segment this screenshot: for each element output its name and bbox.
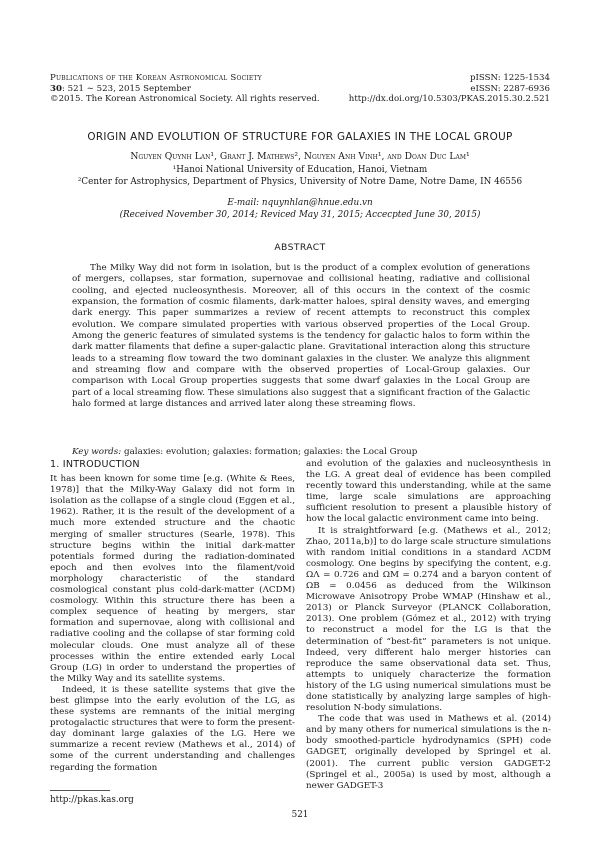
- pissn: pISSN: 1225-1534: [469, 73, 550, 83]
- issn-header: [349, 73, 550, 105]
- footer-url[interactable]: http://pkas.kas.org: [50, 795, 134, 805]
- paragraph: Indeed, it is these satellite systems that give the best glimpse into the early evolution of the LG, as these systems are remnants of the initial merging protogalactic structures that were to form the present-day dominant large galaxies of the LG. Here we summarize a recent review (Mathews et al., 2014) of some of the current understanding and challenges regarding the formation: [50, 684, 295, 773]
- eissn: eISSN: 2287-6936: [470, 83, 550, 94]
- affiliation-1: ¹Hanoi National University of Education, Hanoi, Vietnam: [172, 165, 428, 175]
- volume-line: [50, 84, 320, 95]
- keywords-label: Key words:: [72, 447, 122, 457]
- paragraph: and evolution of the galaxies and nucleosynthesis in the LG. A great deal of evidence has been compiled recently toward this understanding, while at the same time, large scale simulations are approaching sufficient resolution to present a plausible history of how the local galactic environment came into being.: [306, 459, 551, 525]
- page-number: 521: [291, 810, 309, 820]
- keywords: [72, 447, 530, 457]
- journal-header: [50, 73, 320, 105]
- abstract-heading: ABSTRACT: [274, 242, 326, 253]
- left-column: [50, 459, 295, 774]
- author-list: Nguyen Quynh Lan¹, Grant J. Mathews², Nguyen Anh Vinh¹, and Doan Duc Lam¹: [130, 151, 470, 162]
- page-range: : 521 ∼ 523, 2015 September: [61, 83, 191, 94]
- author-email[interactable]: E-mail: nquynhlan@hnue.edu.vn: [227, 198, 373, 208]
- paper-title: ORIGIN AND EVOLUTION OF STRUCTURE FOR GALAXIES IN THE LOCAL GROUP: [87, 131, 513, 143]
- footnote-divider: [50, 790, 110, 791]
- copyright: ©2015. The Korean Astronomical Society. All rights reserved.: [50, 94, 320, 104]
- section-heading: 1. INTRODUCTION: [50, 459, 140, 470]
- paragraph: The code that was used in Mathews et al. (2014) and by many others for numerical simulations is the n-body smoothed-particle hydrodynamics (SPH) code GADGET, originally developed by Springel et al. (2001). The current public version GADGET-2 (Springel et al., 2005a) is used by most, although a newer GADGET-3: [306, 714, 551, 791]
- doi-link[interactable]: http://dx.doi.org/10.5303/PKAS.2015.30.2.521: [348, 94, 550, 104]
- affiliation-2: ²Center for Astrophysics, Department of Physics, University of Notre Dame, Notre Dame, IN 46556: [77, 177, 523, 187]
- paragraph: It has been known for some time [e.g. (White & Rees, 1978)] that the Milky-Way Galaxy did not form in isolation as the collapse of a single cloud (Eggen et al., 1962). Rather, it is the result of the development of a much more extended structure and the chaotic merging of smaller structures (Searle, 1978). This structure begins within the initial dark-matter potentials formed during the radiation-dominated epoch and then evolves into the filament/void morphology characteristic of the standard cosmological constant plus cold-dark-matter (ΛCDM) cosmology. Within this structure there has been a complex sequence of heating by mergers, star formation and supernovae, along with collisional and radiative cooling and the collapse of star forming cold molecular clouds. One must analyze all of these processes within the entire extended early Local Group (LG) in order to understand the properties of the Milky Way and its satellite systems.: [50, 474, 295, 684]
- received-dates: (Received November 30, 2014; Reviced May 31, 2015; Accecpted June 30, 2015): [119, 210, 481, 220]
- right-column: [306, 459, 551, 792]
- journal-name: Publications of the Korean Astronomical Society: [50, 73, 262, 83]
- abstract-text: The Milky Way did not form in isolation, but is the product of a complex evolution of generations of mergers, collapses, star formation, supernovae and collisional heating, radiative and collisional cooling, and ejected nucleosynthesis. Moreover, all of this occurs in the context of the cosmic expansion, the formation of cosmic filaments, dark-matter haloes, spiral density waves, and emerging dark energy. This paper summarizes a review of recent attempts to reconstruct this complex evolution. We compare simulated properties with various observed properties of the Local Group. Among the generic features of simulated systems is the tendency for galactic halos to form within the dark matter filaments that define a super-galactic plane. Gravitational interaction along this structure leads to a streaming flow toward the two dominant galaxies in the cluster. We analyze this alignment and streaming flow and compare with the observed properties of Local-Group galaxies. Our comparison with Local Group properties suggests that some dwarf galaxies in the Local Group are part of a local streaming flow. These simulations also suggest that a significant fraction of the Galactic halo formed at large distances and arrived later along these streaming flows.: [72, 263, 530, 410]
- keywords-text: galaxies: evolution; galaxies: formation; galaxies: the Local Group: [123, 447, 418, 457]
- paragraph: It is straightforward [e.g. (Mathews et al., 2012; Zhao, 2011a,b)] to do large scale structure simulations with random initial conditions in a standard ΛCDM cosmology. One begins by specifying the content, e.g. ΩΛ = 0.726 and ΩM = 0.274 and a baryon content of ΩB = 0.0456 as deduced from the Wilkinson Microwave Anisotropy Probe WMAP (Hinshaw et al., 2013) or Planck Surveyor (PLANCK Collaboration, 2013). One problem (Gómez et al., 2012) with trying to reconstruct a model for the LG is that the determination of “best-fit” parameters is not unique. Indeed, very different halo merger histories can reproduce the same observational data set. Thus, attempts to uniquely characterize the formation history of the LG using numerical simulations must be done statistically by analyzing large samples of high-resolution N-body simulations.: [306, 525, 551, 714]
- volume-number: 30: [50, 83, 62, 94]
